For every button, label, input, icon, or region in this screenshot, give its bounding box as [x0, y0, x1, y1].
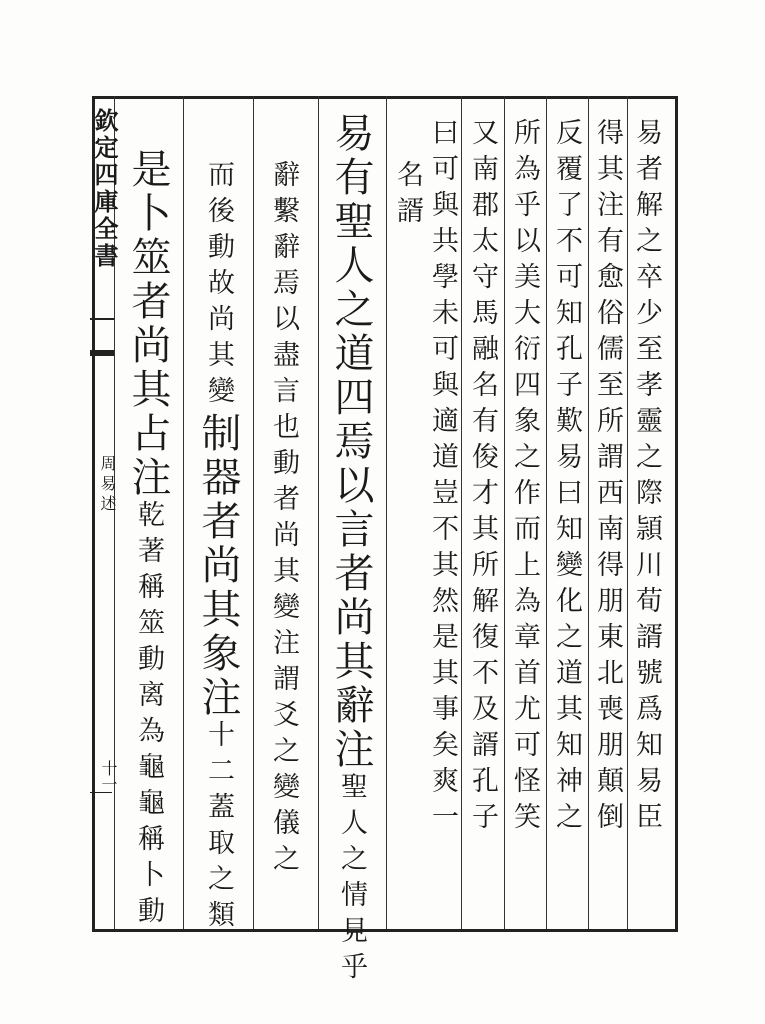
text-column-10 [195, 160, 241, 936]
main-text: 是卜筮者尚其占注 [125, 148, 171, 500]
column-rule [504, 96, 505, 929]
page-number: 十一 [99, 760, 118, 792]
text-column-11 [125, 148, 171, 932]
column-rule [318, 96, 319, 929]
column-rule [546, 96, 547, 929]
text-column-2: 得其注有愈俗儒至所謂西南得朋東北喪朋顛倒 [592, 118, 623, 838]
annotation-text: 十二蓋取之類 [203, 720, 234, 936]
text-column-7: 名諝 [392, 160, 423, 232]
text-column-3: 反覆了不可知孔子歎易曰知變化之道其知神之 [551, 118, 582, 838]
fish-tail-mark [90, 318, 114, 356]
column-rule [627, 96, 628, 929]
column-rule [588, 96, 589, 929]
main-text: 易有聖人之道四焉以言者尚其辭注 [328, 112, 374, 772]
annotation-text: 聖人之情見乎 [336, 772, 367, 988]
main-text: 制器者尚其象注 [195, 412, 241, 720]
column-rule [386, 96, 387, 929]
column-rule [183, 96, 184, 929]
column-rule [461, 96, 462, 929]
text-column-9: 辭繫辭焉以盡言也動者尚其變注謂爻之變儀之 [268, 160, 299, 880]
text-column-5: 又南郡太守馬融名有俊才其所解復不及諝孔子 [467, 118, 498, 838]
page-frame [92, 96, 678, 932]
text-column-8 [328, 112, 374, 988]
page-number-rule [90, 792, 112, 793]
book-title: 欽定四庫全書 [90, 108, 119, 270]
column-rule [253, 96, 254, 929]
section-title: 周易述 [98, 455, 117, 515]
text-column-1: 易者解之卒少至孝靈之際頴川荀諝號爲知易臣 [631, 118, 662, 838]
annotation-text: 而後動故尚其變 [203, 160, 234, 412]
column-rule [675, 96, 678, 929]
text-column-6: 曰可與共學未可與適道豈不其然是其事矣爽一 [427, 118, 458, 838]
annotation-text: 乾著稱筮動离為龜龜稱卜動 [133, 500, 164, 932]
text-column-4: 所為乎以美大衍四象之作而上為章首尤可怪笑 [509, 118, 540, 838]
